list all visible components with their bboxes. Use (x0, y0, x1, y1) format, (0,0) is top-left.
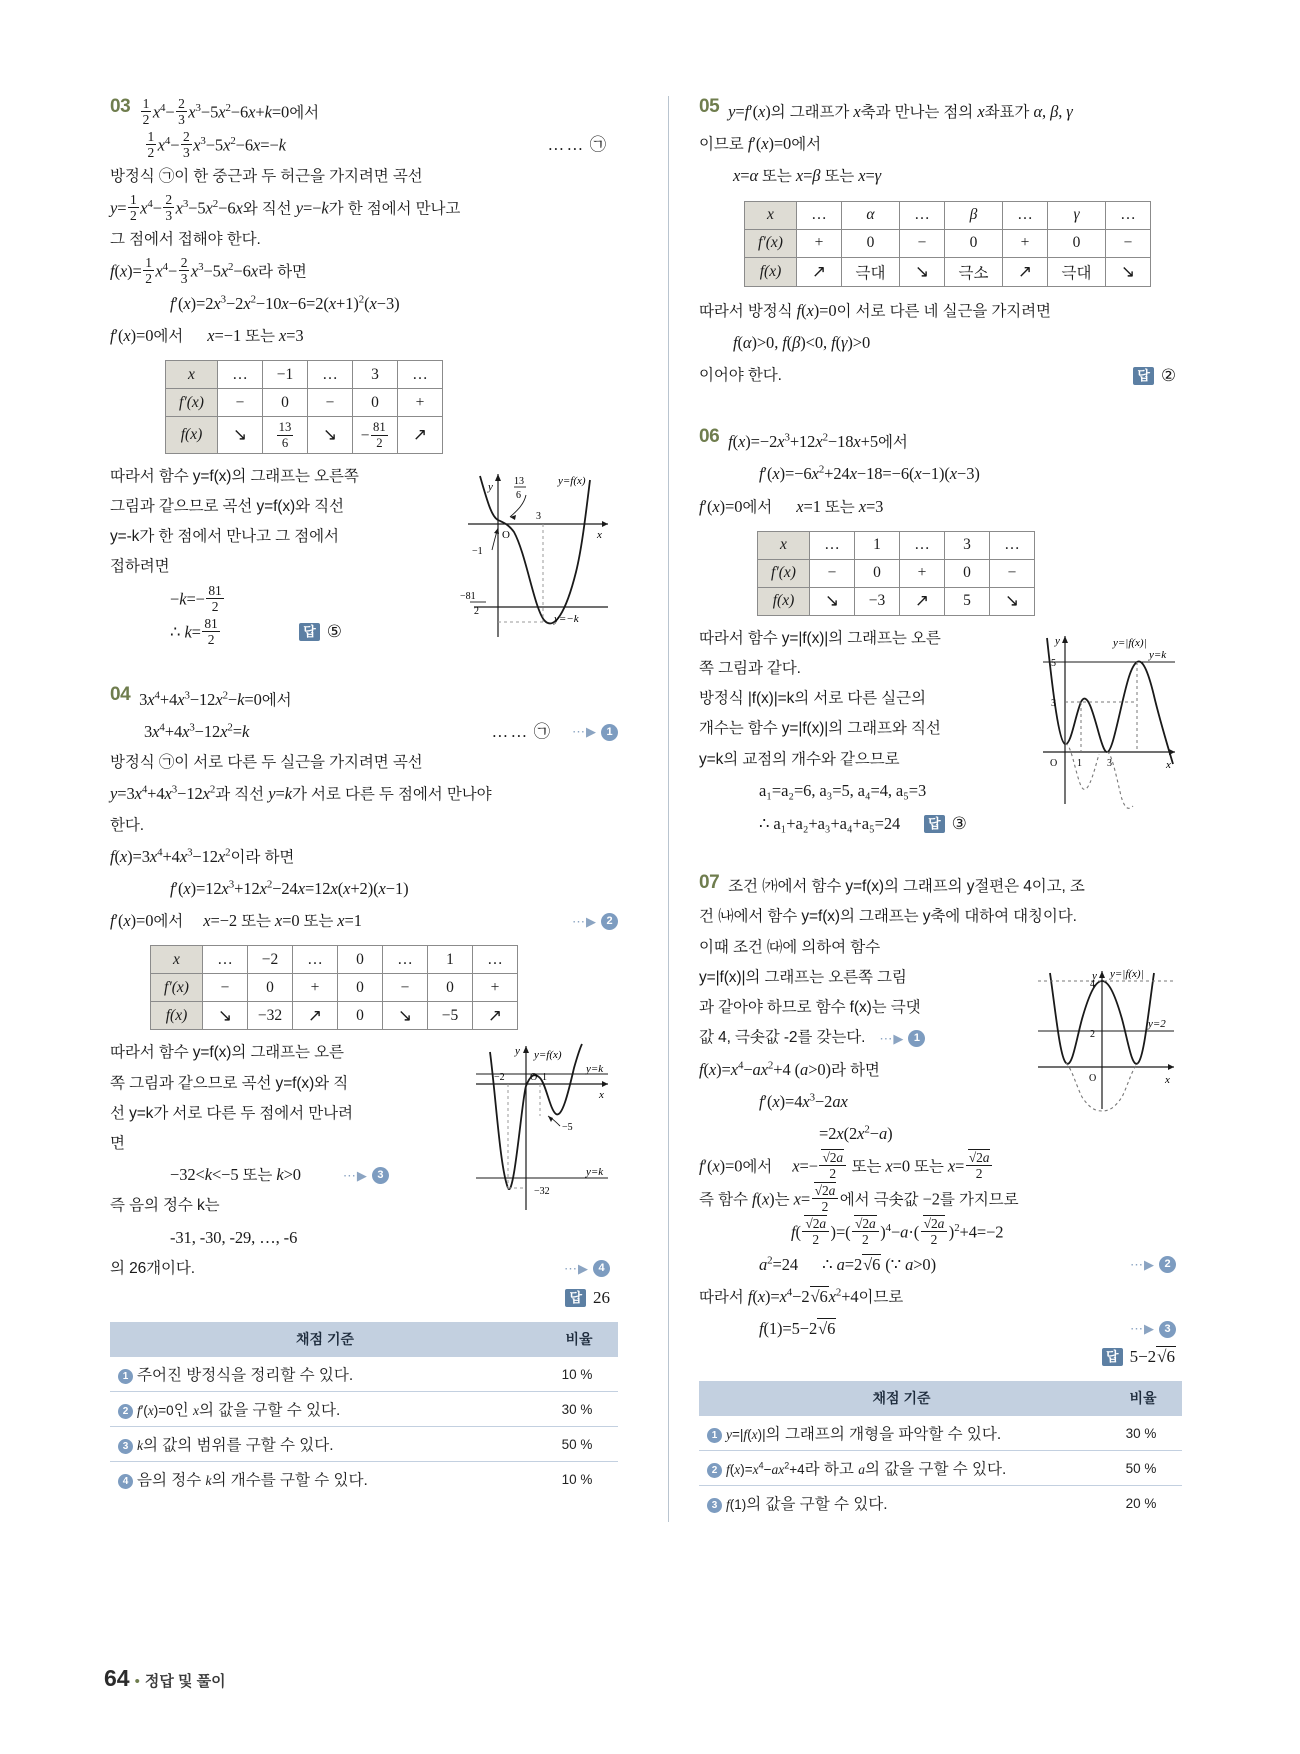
p04-step-1: ⋯▶ 1 (572, 719, 618, 744)
p06-fprime: $f'(x)=-6x^2+24x-18=-6(x-1)(x-3)$ (759, 463, 980, 484)
p04-origin: O (530, 1072, 538, 1084)
cell: 0 (428, 974, 473, 1002)
cell: ↗ (473, 1002, 518, 1030)
p03-val-min: −81 (460, 590, 476, 602)
p07-fone: f(1)=5−2√6 ⋯▶ 3 (699, 1313, 1182, 1345)
rubric-criterion: 2 $f(x)=x^4-ax^2+4$라 하고 a의 값을 구할 수 있다. (699, 1451, 1104, 1486)
p06-concl-4: 개수는 함수 y=|f(x)|의 그래프와 직선 (699, 720, 941, 738)
cell: − (218, 389, 263, 417)
p05-th-f: f(x) (745, 257, 797, 286)
table-row (110, 1392, 618, 1427)
rubric-pct: 10 % (540, 1357, 618, 1392)
cell: ↗ (293, 1002, 338, 1030)
p03-answer-row (299, 615, 342, 648)
p03-text-3: 그 점에서 접해야 한다. (110, 230, 261, 248)
p04-figure (468, 1038, 618, 1223)
cell: $\frac{13}{6}$ (263, 417, 308, 453)
cell: ↗ (1003, 257, 1048, 286)
p07-step-1: ⋯▶ 1 (879, 1023, 925, 1053)
p04-dots: …… (491, 721, 530, 741)
rubric-header-criteria: 채점 기준 (110, 1322, 540, 1357)
p06-answer: ③ (951, 814, 967, 834)
p03-dots: …… (547, 134, 586, 154)
p07-text-6: 값 4, 극솟값 -2를 갖는다. ⋯▶ 1 (699, 1023, 1024, 1053)
page-number: 64 (104, 1665, 130, 1691)
footer-label: 정답 및 풀이 (144, 1673, 226, 1690)
rubric-criterion: 4 음의 정수 k의 개수를 구할 수 있다. (110, 1462, 540, 1497)
p03-axis-y: y (488, 480, 493, 493)
p04-th-x: x (151, 946, 203, 974)
page-footer (104, 1665, 226, 1692)
p04-line-label-bot: y=k (586, 1166, 604, 1179)
p04-concl-1: 따라서 함수 y=f(x)의 그래프는 오른 (110, 1044, 344, 1062)
cell: 0 (945, 229, 1003, 257)
cell: + (293, 974, 338, 1002)
p04-step-2: ⋯▶ 2 (572, 905, 618, 937)
p04-line-label-top: y=k (586, 1063, 604, 1076)
svg-text:6: 6 (516, 489, 521, 501)
cell: + (797, 229, 842, 257)
table-row (110, 1427, 618, 1462)
table-row (745, 229, 1151, 257)
table-row (758, 587, 1035, 615)
p06-th-x: x (758, 531, 810, 559)
p05-roots: x=α 또는 x=β 또는 x=γ (733, 166, 882, 186)
problem-number-03: 03 (110, 96, 131, 117)
rubric-header-ratio: 비율 (1104, 1381, 1182, 1416)
problem-04 (110, 684, 618, 1496)
cell: ↘ (900, 257, 945, 286)
p07-step-2: ⋯▶ 2 (1130, 1249, 1182, 1281)
left-column (104, 96, 624, 1522)
p04-concl-4: 면 (110, 1135, 125, 1153)
cell: … (473, 946, 518, 974)
p04-step-3: ⋯▶ 3 (343, 1159, 389, 1191)
p03-curve-label: y=f(x) (558, 474, 586, 487)
p03-fzero: f′(x)=0에서 x=−1 또는 x=3 (110, 326, 304, 346)
cell: … (398, 361, 443, 389)
p04-concl-6: 의 26개이다. ⋯▶ 4 (110, 1254, 618, 1284)
table-row (166, 389, 443, 417)
table-row (110, 1462, 618, 1497)
rubric-header-ratio: 비율 (540, 1322, 618, 1357)
p07-origin: O (1089, 1072, 1097, 1084)
svg-text:2: 2 (474, 605, 479, 617)
p04-eq-tag: ㉠ (533, 721, 550, 741)
p04-concl-2: 쪽 그림과 같으므로 곡선 y=f(x)와 직 (110, 1074, 349, 1092)
cell: −32 (248, 1002, 293, 1030)
p05-condition: f(α)>0, f(β)<0, f(γ)>0 (733, 332, 871, 352)
p04-axis-x: x (599, 1089, 604, 1102)
p06-val-3: 3 (1051, 697, 1056, 709)
cell: γ (1048, 201, 1106, 229)
p04-tick-1: 1 (542, 1072, 547, 1084)
p07-text-4: y=|f(x)|의 그래프는 오른쪽 그림 (699, 968, 907, 986)
p03-fx-def: f(x)= $\frac{1}{2}$ $x^4-$ $\frac{2}{3}$ $x^3-5x^2-6x$라 하면 (110, 255, 307, 287)
p06-concl-2: 쪽 그림과 같다. (699, 660, 801, 678)
cell: 3 (945, 531, 990, 559)
table-row (745, 201, 1151, 229)
problem-06 (699, 426, 1182, 840)
p03-text-1: 방정식 ㉠이 한 중근과 두 허근을 가지려면 곡선 (110, 167, 423, 185)
rubric-pct: 10 % (540, 1462, 618, 1497)
cell: ↗ (797, 257, 842, 286)
rubric-pct: 30 % (1104, 1416, 1182, 1451)
p07-text-1: 조건 ㈎에서 함수 y=f(x)의 그래프의 y절편은 4이고, 조 (728, 878, 1085, 896)
problem-number-05: 05 (699, 96, 720, 117)
p07-axis-y: y (1092, 969, 1097, 982)
answer-badge: 답 (1102, 1348, 1123, 1366)
p06-th-fprime: f′(x) (758, 559, 810, 587)
cell: … (218, 361, 263, 389)
p04-text-1: 방정식 ㉠이 서로 다른 두 실근을 가지려면 곡선 (110, 754, 423, 772)
p03-text-2: y= $\frac{1}{2}$ $x^4-$ $\frac{2}{3}$ $x^3-5x^2-6x$와 직선 y=−k가 한 점에서 만나고 (110, 191, 461, 224)
p07-val-4: 4 (1090, 978, 1095, 990)
p07-figure (1032, 963, 1182, 1118)
problem-number-07: 07 (699, 872, 720, 894)
p03-th-fprime: f′(x) (166, 389, 218, 417)
cell: ↘ (810, 587, 855, 615)
cell: −2 (248, 946, 293, 974)
p03-eq-tag: ㉠ (589, 134, 606, 154)
p07-concl-2: 따라서 $f(x)=x^4-2√6x^2+4$이므로 (699, 1286, 904, 1306)
cell: − (810, 559, 855, 587)
cell: ↘ (203, 1002, 248, 1030)
p04-rubric-table (110, 1322, 618, 1496)
cell: + (1003, 229, 1048, 257)
p05-text-1: y=f′(x)의 그래프가 x축과 만나는 점의 x좌표가 α, β, γ (728, 102, 1073, 121)
p04-list: -31, -30, -29, …, -6 (170, 1227, 298, 1247)
p06-tick-3: 3 (1107, 757, 1112, 769)
p05-answer-row (1133, 359, 1182, 392)
p03-equation-2: $\frac{1}{2}$ $x^4-$ $\frac{2}{3}$ $x^3-5x^2-6x=-k$ …… ㉠ (147, 128, 606, 161)
cell: − (203, 974, 248, 1002)
cell: 극소 (945, 257, 1003, 286)
table-row (110, 1357, 618, 1392)
cell: 1 (855, 531, 900, 559)
cell: ↘ (990, 587, 1035, 615)
cell: −5 (428, 1002, 473, 1030)
cell: β (945, 201, 1003, 229)
p07-val-2: 2 (1090, 1028, 1095, 1040)
p07-line-label: y=2 (1148, 1017, 1166, 1030)
rubric-pct: 50 % (1104, 1451, 1182, 1486)
cell: … (1106, 201, 1151, 229)
p04-val-m5: −5 (562, 1122, 573, 1134)
cell: 0 (338, 1002, 383, 1030)
p03-result-1: −k=− $\frac{81}{2}$ (170, 582, 222, 614)
p06-curve-label: y=|f(x)| (1113, 636, 1147, 649)
cell: … (990, 531, 1035, 559)
p06-answer-row (924, 807, 967, 840)
cell: 0 (842, 229, 900, 257)
cell: − (990, 559, 1035, 587)
p06-line-label: y=k (1149, 648, 1167, 661)
p04-answer-row (110, 1288, 618, 1308)
two-column-layout (0, 96, 1300, 1522)
p04-text-3: 한다. (110, 816, 144, 834)
cell: + (398, 389, 443, 417)
table-row (699, 1486, 1182, 1521)
table-row (166, 361, 443, 389)
cell: 5 (945, 587, 990, 615)
p06-axis-x: x (1166, 758, 1171, 771)
p05-th-fprime: f′(x) (745, 229, 797, 257)
p07-d1: $f'(x)=4x^3-2ax$ (759, 1091, 848, 1111)
p06-sum: ∴ a₁+a₂+a₃+a₄+a₅=24 답 ③ (699, 807, 1029, 840)
answer-badge: 답 (299, 623, 319, 641)
p03-concl-1: 따라서 함수 y=f(x)의 그래프는 오른쪽 (110, 467, 359, 485)
cell: ↗ (398, 417, 443, 453)
p04-curve-label: y=f(x) (534, 1049, 562, 1062)
cell: − (308, 389, 353, 417)
p05-variation-table (744, 201, 1151, 287)
cell: 0 (353, 389, 398, 417)
cell: 0 (263, 389, 308, 417)
p05-text-2: 이므로 f′(x)=0에서 (699, 134, 821, 154)
p05-concl-1: 따라서 방정식 f(x)=0이 서로 다른 네 실근을 가지려면 (699, 300, 1051, 320)
cell: … (308, 361, 353, 389)
table-row (745, 257, 1151, 286)
p07-text-2: 건 ㈏에서 함수 y=f(x)의 그래프는 y축에 대하여 대칭이다. (699, 908, 1077, 926)
p03-variation-table (165, 360, 443, 453)
p06-concl-1: 따라서 함수 y=|f(x)|의 그래프는 오른 (699, 629, 941, 647)
cell: … (900, 201, 945, 229)
p06-sequence: a₁=a₂=6, a₃=5, a₄=4, a₅=3 (759, 780, 927, 800)
p03-tick-m1: −1 (472, 545, 483, 557)
cell: 0 (945, 559, 990, 587)
p04-fx-def: $f(x)=3x^4+4x^3-12x^2$이라 하면 (110, 846, 295, 866)
p07-a2: $a^2=24$ ∴ a=2√6 (∵ a>0) ⋯▶ 2 (699, 1249, 1182, 1281)
p06-axis-y: y (1055, 634, 1060, 647)
rubric-pct: 30 % (540, 1392, 618, 1427)
problem-05 (699, 96, 1182, 392)
p04-answer: 26 (593, 1288, 610, 1308)
cell: ↘ (218, 417, 263, 453)
cell: 0 (338, 974, 383, 1002)
rubric-header-row (110, 1322, 618, 1357)
problem-03 (110, 96, 618, 656)
cell: 0 (338, 946, 383, 974)
cell: −1 (263, 361, 308, 389)
table-row (758, 531, 1035, 559)
rubric-criterion: 3 f(1)의 값을 구할 수 있다. (699, 1486, 1104, 1521)
cell: … (810, 531, 855, 559)
p03-figure (458, 462, 618, 652)
cell: − $\frac{81}{2}$ (353, 417, 398, 453)
answer-badge: 답 (924, 815, 944, 833)
p05-concl-2: 이어야 한다. 답 ② (699, 359, 1182, 392)
cell: − (383, 974, 428, 1002)
cell: −3 (855, 587, 900, 615)
p04-text-2: $y=3x^4+4x^3-12x^2$과 직선 y=k가 서로 다른 두 점에서 만나야 (110, 783, 492, 804)
cell: … (203, 946, 248, 974)
p07-axis-x: x (1165, 1073, 1170, 1086)
p04-fzero: f′(x)=0에서 x=−2 또는 x=0 또는 x=1 ⋯▶ 2 (110, 905, 618, 937)
p03-tick-3: 3 (536, 510, 541, 522)
table-row (699, 1416, 1182, 1451)
p04-th-fprime: f′(x) (151, 974, 203, 1002)
cell: 3 (353, 361, 398, 389)
cell: 극대 (1048, 257, 1106, 286)
footer-dot: • (134, 1673, 140, 1690)
p03-answer: ⑤ (326, 622, 342, 642)
p06-origin: O (1050, 757, 1058, 769)
rubric-criterion: 1 주어진 방정식을 정리할 수 있다. (110, 1357, 540, 1392)
p07-concl-1: 즉 함수 f(x)는 x= $\frac{√2a}{2}$ 에서 극솟값 −2를 가지므로 (699, 1182, 1019, 1215)
answer-badge: 답 (565, 1289, 586, 1307)
p06-variation-table (757, 531, 1035, 616)
p06-tick-1: 1 (1077, 757, 1082, 769)
cell: 1 (428, 946, 473, 974)
cell: − (900, 229, 945, 257)
p03-concl-4: 접하려면 (110, 558, 170, 576)
p03-th-f: f(x) (166, 417, 218, 453)
p04-equation-2: $3x^4+4x^3-12x^2=k$ …… ㉠ ⋯▶ 1 (110, 716, 618, 748)
p07-text-3: 이때 조건 ㈐에 의하여 함수 (699, 938, 880, 956)
p06-concl-3: 방정식 |f(x)|=k의 서로 다른 실근의 (699, 690, 926, 708)
p04-axis-y: y (515, 1045, 520, 1058)
rubric-header-criteria: 채점 기준 (699, 1381, 1104, 1416)
p03-result-2: ∴ k= $\frac{81}{2}$ 답 ⑤ (170, 615, 342, 647)
p07-curve-label: y=|f(x)| (1110, 967, 1144, 980)
p04-tick-m2: −2 (494, 1072, 505, 1084)
p03-line-label: y=−k (554, 612, 579, 625)
cell: ↘ (383, 1002, 428, 1030)
p03-concl-2: 그림과 같으므로 곡선 y=f(x)와 직선 (110, 497, 344, 515)
p04-concl-3: 선 y=k가 서로 다른 두 점에서 만나려 (110, 1104, 353, 1122)
p06-concl-5: y=k의 교점의 개수와 같으므로 (699, 750, 900, 768)
p03-th-x: x (166, 361, 218, 389)
p04-step-4: ⋯▶ 4 (564, 1254, 618, 1284)
cell: ↘ (1106, 257, 1151, 286)
p06-equation-1: $f(x)=-2x^3+12x^2-18x+5$에서 (728, 431, 908, 452)
right-column (668, 96, 1188, 1522)
cell: α (842, 201, 900, 229)
cell: … (1003, 201, 1048, 229)
cell: ↗ (900, 587, 945, 615)
p07-rubric-table (699, 1381, 1182, 1520)
rubric-criterion: 3 k의 값의 범위를 구할 수 있다. (110, 1427, 540, 1462)
rubric-header-row (699, 1381, 1182, 1416)
p04-fprime: $f'(x)=12x^3+12x^2-24x=12x(x+2)(x-1)$ (170, 878, 409, 898)
p07-answer-row (699, 1347, 1182, 1367)
p04-val-m32: −32 (534, 1186, 550, 1198)
p03-val-13-6: 13 (514, 475, 524, 487)
p07-answer: 5−2√6 (1129, 1347, 1175, 1367)
problem-number-04: 04 (110, 683, 131, 705)
p06-figure (1037, 624, 1182, 814)
table-row (151, 946, 518, 974)
p07-bigeq: f( $\frac{√2a}{2}$ )=( $\frac{√2a}{2}$ )$^4$−a·( $\frac{√2a}{2}$ )$^2$+4=−2 (791, 1215, 1004, 1247)
p06-th-f: f(x) (758, 587, 810, 615)
p03-axis-x: x (597, 528, 602, 541)
cell: … (293, 946, 338, 974)
rubric-criterion: 2 f′(x)=0인 x의 값을 구할 수 있다. (110, 1392, 540, 1427)
p07-d2: $=2x(2x^2-a)$ (819, 1123, 893, 1143)
p07-text-5: 과 같아야 하므로 함수 f(x)는 극댓 (699, 999, 921, 1017)
problem-07 (699, 872, 1182, 1520)
cell: − (1106, 229, 1151, 257)
p06-fzero: f′(x)=0에서 x=1 또는 x=3 (699, 496, 884, 516)
p07-def: $f(x)=x^4-ax^2+4$ (a>0)라 하면 (699, 1059, 880, 1079)
p03-fprime: $f'(x)=2x^3-2x^2-10x-6=2(x+1)^2(x-3)$ (170, 293, 400, 313)
p06-val-5: 5 (1051, 657, 1056, 669)
rubric-pct: 20 % (1104, 1486, 1182, 1521)
cell: … (900, 531, 945, 559)
p07-step-3: ⋯▶ 3 (1130, 1313, 1182, 1345)
cell: 0 (1048, 229, 1106, 257)
p05-th-x: x (745, 201, 797, 229)
table-row (151, 1002, 518, 1030)
p05-answer: ② (1160, 366, 1176, 386)
cell: … (383, 946, 428, 974)
p04-th-f: f(x) (151, 1002, 203, 1030)
cell: 0 (248, 974, 293, 1002)
table-row (758, 559, 1035, 587)
cell: 극대 (842, 257, 900, 286)
problem-number-06: 06 (699, 426, 720, 448)
table-row (166, 417, 443, 453)
p04-equation-1: $3x^4+4x^3-12x^2-k=0$에서 (139, 689, 292, 709)
cell: + (900, 559, 945, 587)
p04-inequality: −32<k<−5 또는 k>0 ⋯▶ 3 (110, 1159, 460, 1191)
p07-fzero: f′(x)=0에서 x=− $\frac{√2a}{2}$ 또는 x=0 또는 x= $\frac{√2a}{2}$ (699, 1150, 1182, 1183)
p04-concl-5: 즉 음의 정수 k는 (110, 1197, 220, 1215)
answer-badge: 답 (1133, 367, 1153, 385)
cell: … (797, 201, 842, 229)
cell: ↘ (308, 417, 353, 453)
cell: 0 (855, 559, 900, 587)
cell: + (473, 974, 518, 1002)
p03-equation-1: $\frac{1}{2}$ $x^4-$ $\frac{2}{3}$ $x^3-5x^2-6x+k=0$에서 (142, 96, 319, 128)
p03-origin: O (502, 528, 510, 541)
table-row (151, 974, 518, 1002)
rubric-pct: 50 % (540, 1427, 618, 1462)
table-row (699, 1451, 1182, 1486)
rubric-criterion: 1 y=|f(x)|의 그래프의 개형을 파악할 수 있다. (699, 1416, 1104, 1451)
p03-concl-3: y=-k가 한 점에서 만나고 그 점에서 (110, 528, 339, 546)
p04-variation-table (150, 945, 518, 1030)
